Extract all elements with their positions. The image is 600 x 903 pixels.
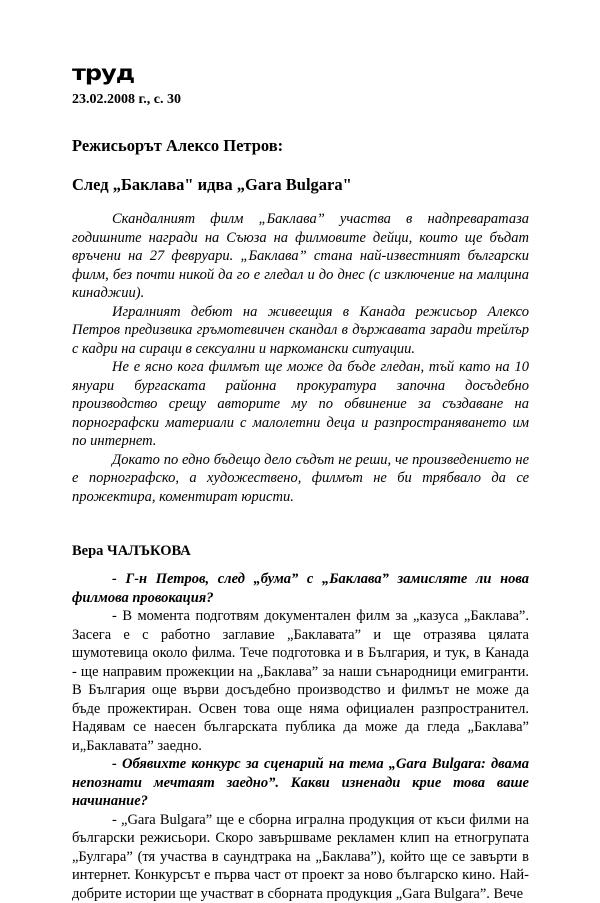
lead-paragraph: Скандалният филм „Баклава” участва в надпреваратаза годишните награди на Съюза на филмовите дейци, които ще бъдат връчени на 27 февруари. „Баклава” стана най-известният български филм, без почти никой да го е гледал и до днес (с изключение на малцина кинаджии). bbox=[72, 210, 529, 303]
article-title: След „Баклава" идва „Gara Bulgara" bbox=[72, 175, 529, 194]
lead-paragraph: Докато по едно бъдещо дело съдът не реши, че произведението не е порнографско, а художествено, филмът не би трябвало да се прожектира, коментират юристи. bbox=[72, 451, 529, 507]
author-byline: Вера ЧАЛЪКОВА bbox=[72, 543, 529, 560]
article-subtitle: Режисьорът Алексо Петров: bbox=[72, 136, 529, 155]
interview-body bbox=[72, 570, 529, 903]
interview-question: - Обявихте конкурс за сценарий на тема „Gara Bulgara: двама непознати мечтаят заедно”. Какви изненади крие това ваше начинание? bbox=[72, 755, 529, 811]
interview-question: - Г-н Петров, след „бума” с „Баклава” замисляте ли нова филмова провокация? bbox=[72, 570, 529, 607]
article-page bbox=[72, 62, 529, 903]
interview-answer: - „Gara Bulgara” ще е сборна игрална продукция от къси филми на български режисьори. Скоро завършваме рекламен клип на етногрупата „Булгара” (тя участва в саундтрака на „Баклава”), който ще се завърти в интернет. Конкурсът е първа част от проект за ново българско кино. Най-добрите истории ще участват в сборната продукция „Gara Bulgara”. Вече bbox=[72, 811, 529, 903]
newspaper-logo: труд bbox=[72, 62, 529, 85]
interview-answer: - В момента подготвям документален филм за „казуса „Баклава”. Засега е с работно заглавие „Баклавата” и ще отразява цялата шумотевица около филма. Тече подготовка и в България, и тук, в Канада - ще направим прожекции на „Баклава” за наши сънародници емигранти. В България още върви досъдебно производство и филмът не може да бъде прожектиран. Освен това още няма официален разпространител. Надявам се наесен българската публика да може да гледа „Баклава” и„Баклавата” заедно. bbox=[72, 607, 529, 755]
article-lead bbox=[72, 210, 529, 506]
lead-paragraph: Игралният дебют на живеещия в Канада режисьор Алексо Петров предизвика гръмотевичен скандал в държавата заради трейлър с кадри на сираци в сексуални и наркомански ситуации. bbox=[72, 303, 529, 359]
lead-paragraph: Не е ясно кога филмът ще може да бъде гледан, тъй като на 10 януари бургаската районна прокуратура започна досъдебно производство срещу авторите му по обвинение за създаване на порнографски материали с малолетни деца и разпространяването им по интернет. bbox=[72, 358, 529, 451]
publication-date: 23.02.2008 г., с. 30 bbox=[72, 92, 529, 108]
